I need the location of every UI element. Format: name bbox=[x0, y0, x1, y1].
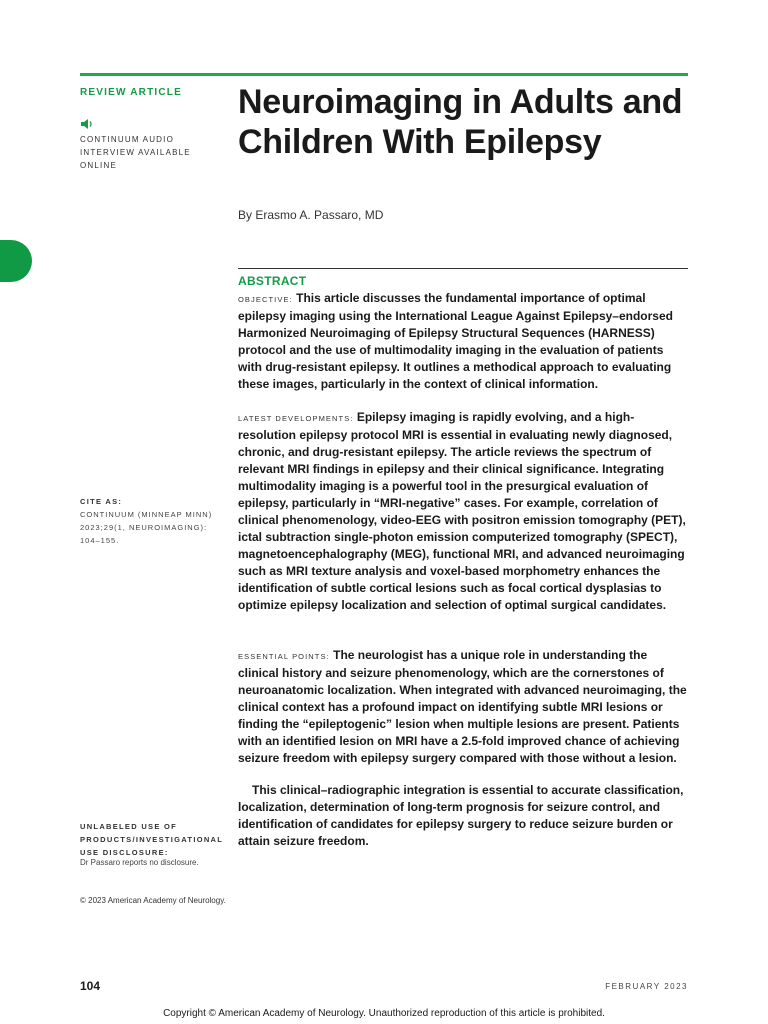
disclosure-label: UNLABELED USE OF PRODUCTS/INVESTIGATIONAL USE DISCLOSURE: bbox=[80, 822, 224, 857]
cite-as-label: CITE AS: bbox=[80, 497, 123, 506]
objective-label: OBJECTIVE: bbox=[238, 295, 293, 304]
objective-text: This article discusses the fundamental importance of optimal epilepsy imaging using the International League Against Epilepsy–endorsed Harmonized Neuroimaging of Epilepsy Structural Sequences (HARNESS) protocol and the use of multimodality imaging in the evaluation of patients with drug-resistant epilepsy. It outlines a methodical approach to evaluating these images, particularly in the context of clinical information. bbox=[238, 291, 673, 391]
abstract-rule bbox=[238, 268, 688, 269]
article-type-label: REVIEW ARTICLE bbox=[80, 87, 182, 98]
article-title: Neuroimaging in Adults and Children With Epilepsy bbox=[238, 83, 683, 161]
essential-label: ESSENTIAL POINTS: bbox=[238, 652, 330, 661]
abstract-objective bbox=[238, 290, 690, 393]
citation-text: CONTINUUM (MINNEAP MINN) 2023;29(1, NEUROIMAGING): 104–155. bbox=[80, 510, 213, 545]
top-rule bbox=[80, 73, 688, 76]
copyright-footer: Copyright © American Academy of Neurology. Unauthorized reproduction of this article is prohibited. bbox=[163, 1008, 605, 1019]
latest-label: LATEST DEVELOPMENTS: bbox=[238, 414, 354, 423]
page-number: 104 bbox=[80, 979, 101, 993]
section-tab-marker bbox=[0, 240, 32, 282]
latest-text: Epilepsy imaging is rapidly evolving, and a high-resolution epilepsy protocol MRI is essential in evaluating newly diagnosed, chronic, and drug-resistant epilepsy. The article reviews the spectrum of relevant MRI findings in epilepsy and their clinical significance. Integrating multimodality imaging is a powerful tool in the presurgical evaluation of epilepsy, particularly in “MRI-negative” cases. For example, correlation of clinical phenomenology, video-EEG with positron emission tomography (PET), ictal subtraction single-photon emission computerized tomography (SPECT), magnetoencephalography (MEG), functional MRI, and advanced neuroimaging such as MRI texture analysis and voxel-based morphometry enhances the identification of subtle cortical lesions such as focal cortical dysplasias to optimize epilepsy localization and selection of optimal surgical candidates. bbox=[238, 410, 686, 612]
author-byline: By Erasmo A. Passaro, MD bbox=[238, 208, 384, 222]
abstract-essential-points bbox=[238, 647, 690, 767]
disclosure-text: Dr Passaro reports no disclosure. bbox=[80, 858, 199, 867]
abstract-essential-points-continued: This clinical–radiographic integration is essential to accurate classification, localization, determination of long-term prognosis for seizure control, and identification of candidates for epilepsy surgery to reduce seizure burden or attain seizure freedom. bbox=[238, 783, 684, 848]
abstract-latest-developments bbox=[238, 409, 690, 614]
speaker-icon bbox=[80, 117, 94, 131]
abstract-heading: ABSTRACT bbox=[238, 274, 307, 288]
audio-interview-note: CONTINUUM AUDIO INTERVIEW AVAILABLE ONLINE bbox=[80, 135, 191, 170]
sidebar-copyright: © 2023 American Academy of Neurology. bbox=[80, 896, 226, 905]
issue-date: FEBRUARY 2023 bbox=[605, 982, 688, 991]
essential-text: The neurologist has a unique role in understanding the clinical history and seizure phenomenology, which are the cornerstones of neuroanatomic localization. When integrated with advanced neuroimaging, the clinical context has a profound impact on identifying subtle MRI lesions or finding the “epileptogenic” lesion when multiple lesions are present. Patients with an identified lesion on MRI have a 2.5-fold improved chance of achieving seizure freedom with epilepsy surgery compared with those without a lesion. bbox=[238, 648, 687, 765]
